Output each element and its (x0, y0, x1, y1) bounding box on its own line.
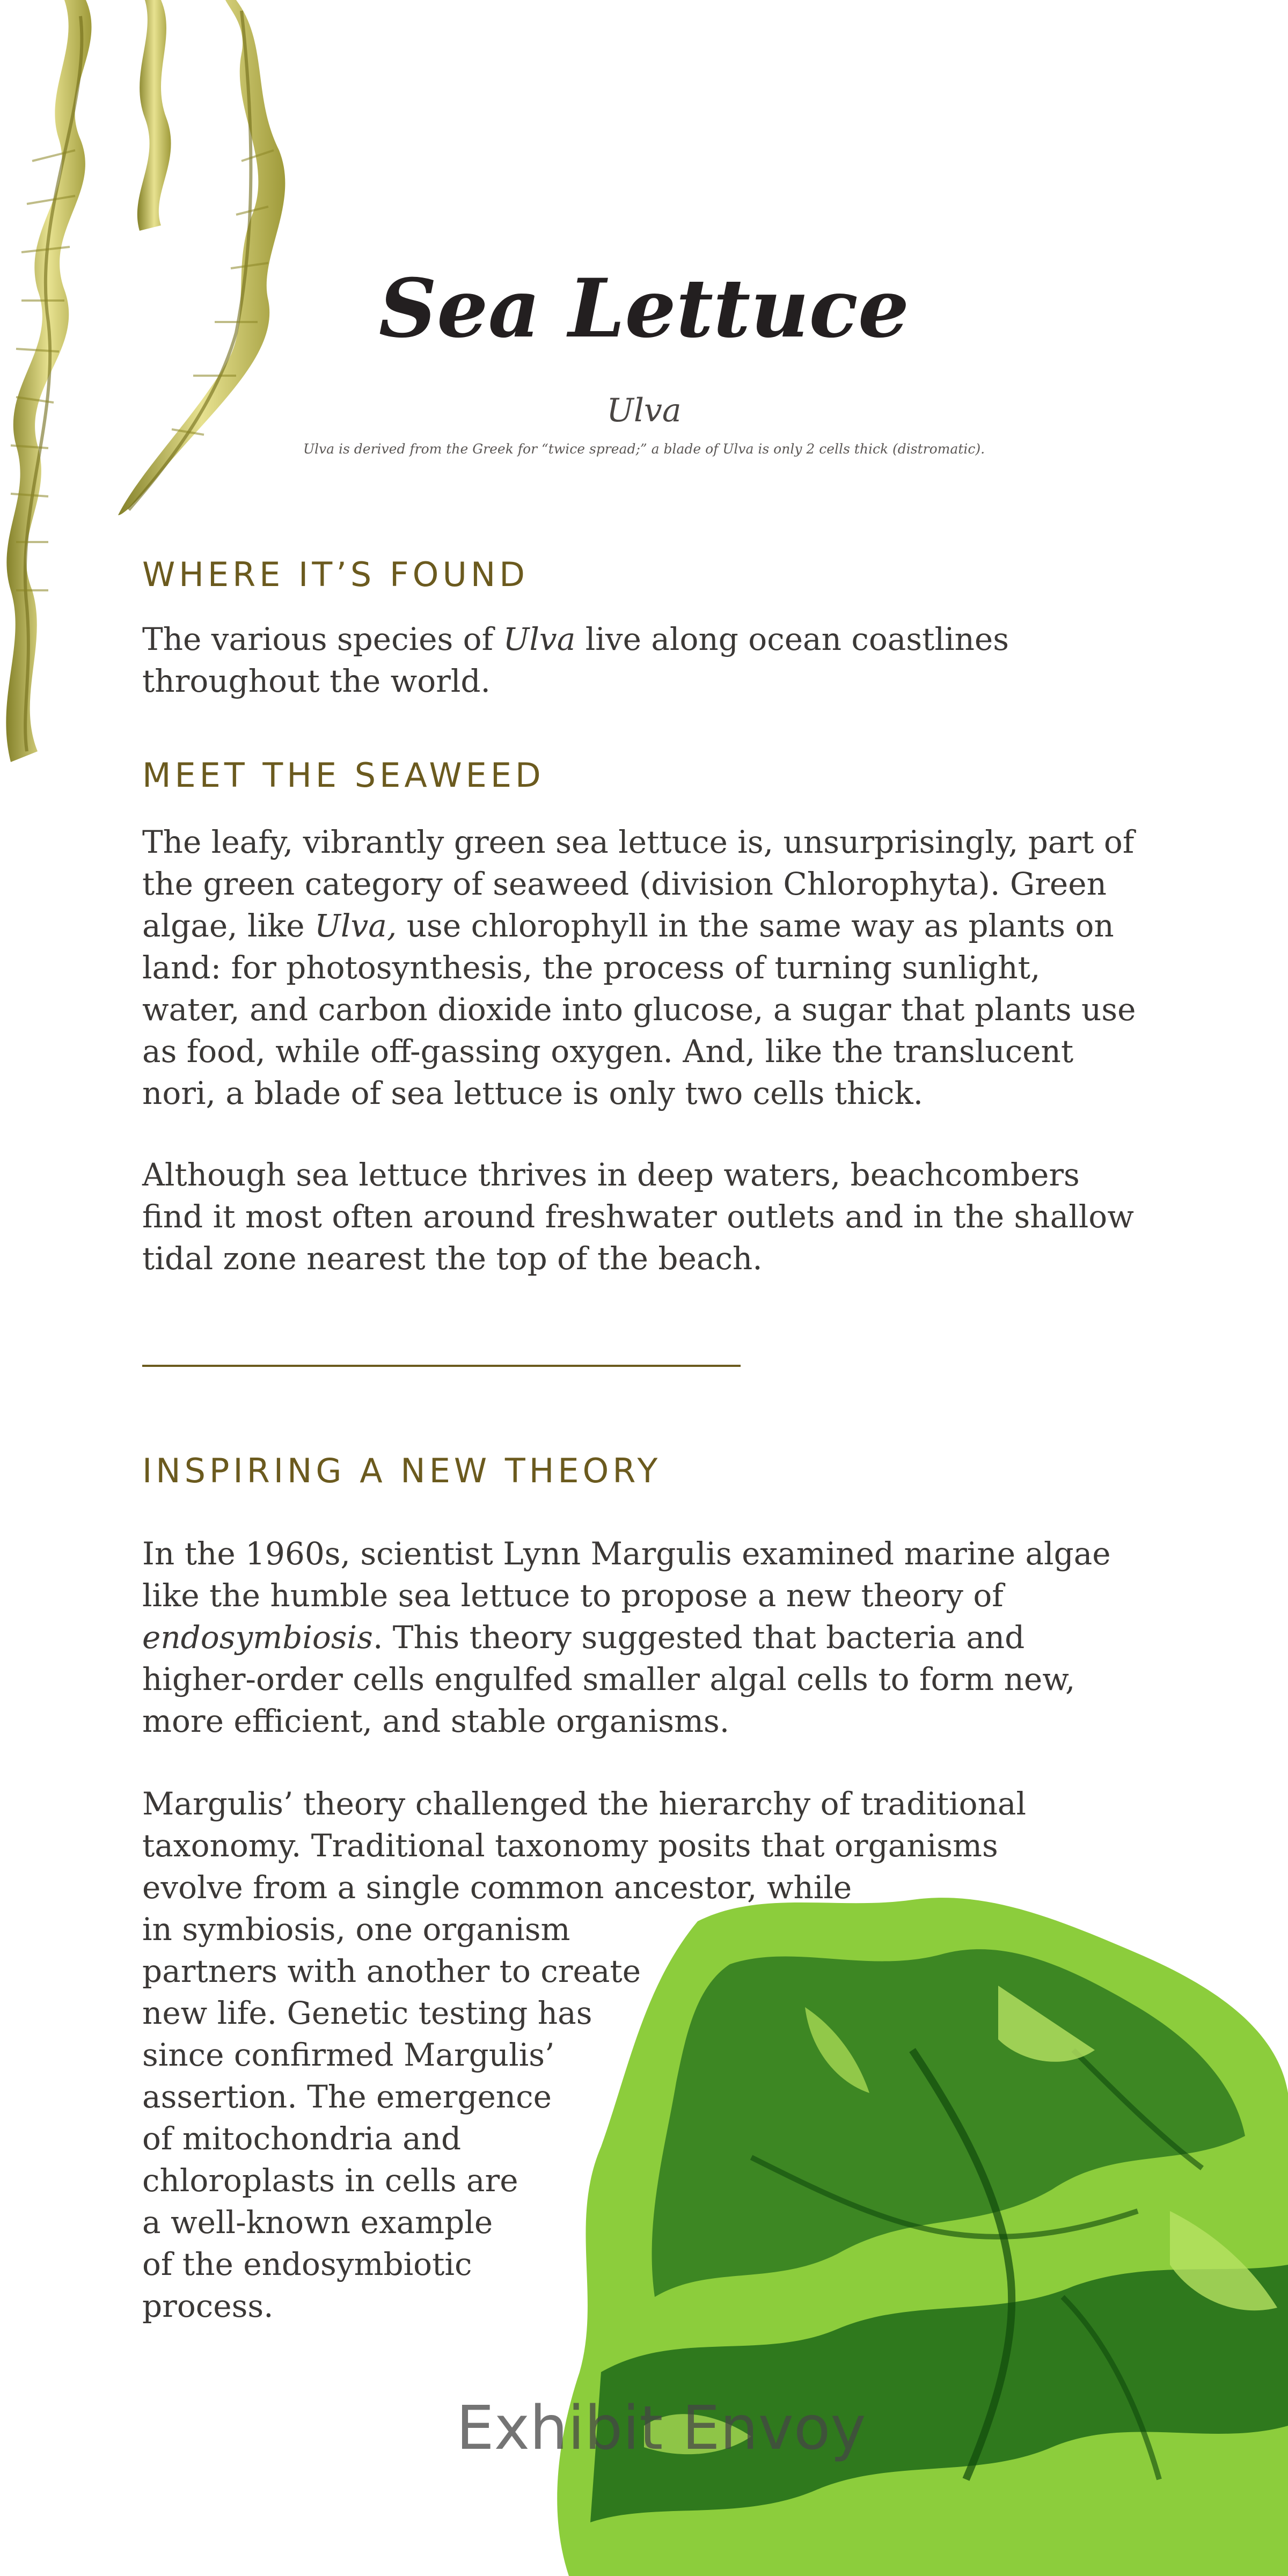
page-title: Sea Lettuce (378, 261, 910, 356)
theory-line: of the endosymbiotic (142, 2246, 472, 2282)
heading-meet-seaweed: MEET THE SEAWEED (142, 756, 545, 795)
theory-line: a well-known example (142, 2204, 493, 2241)
endosymbiosis-italic: endosymbiosis (142, 1619, 373, 1656)
theory-text-1: In the 1960s, scientist Lynn Margulis examined marine algae like the humble sea lettuce to propose a new theory of (142, 1535, 1111, 1614)
theory-line: evolve from a single common ancestor, while (142, 1869, 852, 1906)
theory-paragraph-2 (142, 1783, 1146, 2327)
theory-text-2: . This theory suggested that bacteria and higher-order cells engulfed smaller algal cells to form new, more efficient, and stable organisms. (142, 1619, 1075, 1739)
section-divider (142, 1365, 741, 1367)
meet-paragraph-2: Although sea lettuce thrives in deep waters, beachcombers find it most often around freshwater outlets and in the shallow tidal zone nearest the top of the beach. (142, 1157, 1134, 1277)
heading-new-theory: INSPIRING A NEW THEORY (142, 1451, 662, 1490)
theory-paragraph-1 (142, 1533, 1146, 1742)
heading-where-found: WHERE IT’S FOUND (142, 555, 529, 594)
theory-line: of mitochondria and (142, 2120, 462, 2157)
found-text-1: The various species of (142, 621, 503, 657)
theory-line: partners with another to create (142, 1953, 641, 1989)
theory-line: process. (142, 2288, 274, 2324)
meet-text-1: The leafy, vibrantly green sea lettuce is, unsurprisingly, part of the green category of seaweed (division Chlorophyta). Green algae, like (142, 824, 1135, 944)
genus-name: Ulva (606, 392, 682, 429)
theory-line: in symbiosis, one organism (142, 1911, 570, 1948)
etymology-note: Ulva is derived from the Greek for “twice spread;” a blade of Ulva is only 2 cells thick (distromatic). (303, 441, 985, 457)
meet-genus-italic: Ulva, (314, 908, 397, 944)
watermark: Exhibit Envoy (456, 2394, 866, 2463)
theory-line: since confirmed Margulis’ (142, 2037, 555, 2073)
theory-line: new life. Genetic testing has (142, 1995, 592, 2031)
theory-line: chloroplasts in cells are (142, 2162, 518, 2199)
theory-line: Margulis’ theory challenged the hierarchy of traditional (142, 1785, 1027, 1822)
found-genus-italic: Ulva (503, 621, 576, 657)
found-text-2: live along ocean coastlines throughout the world. (142, 621, 1009, 699)
meet-text-2: use chlorophyll in the same way as plants on land: for photosynthesis, the process of turning sunlight, water, and carbon dioxide into glucose, a sugar that plants use as food, while off-gassing oxygen. And, like the translucent nori, a blade of sea lettuce is only two cells thick. (142, 908, 1136, 1111)
meet-paragraph-1 (142, 821, 1146, 1114)
found-paragraph (142, 618, 1146, 702)
theory-line: taxonomy. Traditional taxonomy posits that organisms (142, 1827, 998, 1864)
theory-line: assertion. The emergence (142, 2079, 552, 2115)
